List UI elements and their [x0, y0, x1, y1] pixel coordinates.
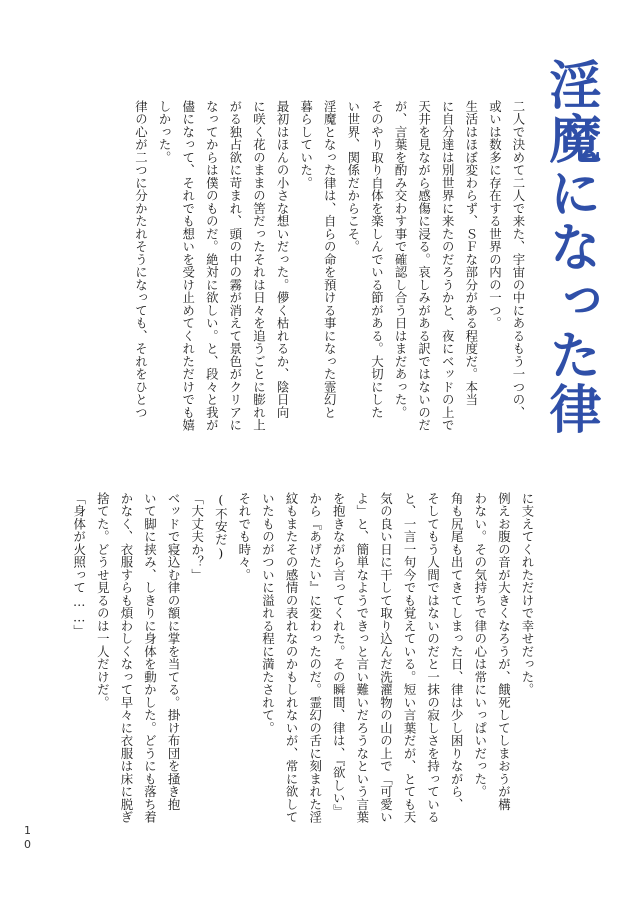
text-line: ベッドで寝込む律の額に掌を当てる。掛け布団を掻き抱	[166, 492, 182, 811]
text-line: かなく、衣服すらも煩わしくなって早々に衣服は床に脱ぎ	[118, 492, 134, 824]
text-line: 二人で決めて二人で来た、宇宙の中にあるもう一つの、	[511, 100, 526, 419]
text-line: そのやり取り自体を楽しんでいる節がある。大切にした	[369, 100, 385, 419]
text-line: 気の良い日に干して取り込んだ洗濯物の山の上で「可愛い	[378, 492, 394, 824]
text-line: 最初はほんの小さな想いだった。儚く枯れるか、陰日向	[275, 100, 291, 419]
text-line: に自分達は別世界に来たのだろうかと、夜にベッドの上で	[440, 100, 456, 432]
text-line: 淫魔となった律は、自らの命を預ける事になった霊幻と	[322, 100, 338, 419]
text-line: い世界、関係だからこそ。	[345, 100, 361, 253]
text-line: に支えてくれただけで幸せだった。	[520, 492, 535, 696]
text-line: しかった。	[157, 100, 173, 164]
text-line: 或いは数多に存在する世界の内の一つ。	[487, 100, 503, 330]
text-line: が、言葉を酌み交わす事で確認し合う日はまだあった。	[393, 100, 409, 419]
text-line: 例えお腹の音が大きくなろうが、餓死してしまおうが構	[496, 492, 512, 811]
text-line: 「大丈夫か？」	[189, 492, 205, 582]
text-line: 生活はほぼ変わらず、ＳＦな部分がある程度だ。本当	[463, 100, 479, 406]
text-line: いて脚に挟み、しきりに身体を動かした。どうにも落ち着	[142, 492, 158, 824]
text-line: 律の心が二つに分かたれそうになっても、それをひとつ	[133, 100, 149, 419]
text-line: なってからは僕のものだ。絶対に欲しい。と、段々と我が	[204, 100, 220, 432]
text-line: と、一言一句今でも覚えている。短い言葉だが、とても天	[402, 492, 418, 824]
text-line: がる独占欲に苛まれ、頭の中の霧が消えて景色がクリアに	[227, 100, 243, 432]
text-line: から『あげたい』に変わったのだ。霊幻の舌に刻まれた淫	[307, 492, 323, 824]
text-line: よ」と、簡単なようできっと言い難いだろうなという言葉	[354, 492, 370, 824]
page-number: 10	[21, 824, 34, 852]
text-line: いたものがついに溢れる程に満たされて。	[260, 492, 276, 735]
text-line: それでも時々。	[236, 492, 252, 582]
upper-text-block	[128, 100, 530, 432]
text-line: 紋もまたその感情の表れなのかもしれないが、常に欲して	[284, 492, 300, 824]
text-line: を抱きながら言ってくれた。その瞬間、律は、『欲しい』	[331, 492, 347, 818]
text-line: 暮らしていた。	[298, 100, 314, 190]
text-line: 儘になって、それでも想いを受け止めてくれただけでも嬉	[180, 100, 196, 432]
text-line: 角も尻尾も出てきてしまった日、律は少し困りながら、	[449, 492, 465, 811]
text-line: そしてもう人間ではないのだと一抹の寂しさを持っている	[425, 492, 441, 824]
text-line: 「身体が火照って……」	[71, 492, 87, 638]
page-title: 淫魔になった律	[540, 58, 600, 436]
lower-text-block	[71, 492, 539, 824]
text-line: 天井を見ながら感傷に浸る。哀しみがある訳ではないのだ	[416, 100, 432, 432]
text-line: 捨てた。どうせ見るのは一人だけだ。	[95, 492, 111, 709]
text-line: (不安だ)	[213, 492, 229, 561]
text-line: わない。その気持ちで律の心は常にいっぱいだった。	[472, 492, 488, 798]
text-line: に咲く花のままの筈だったそれは日々を追うごとに膨れ上	[251, 100, 267, 432]
